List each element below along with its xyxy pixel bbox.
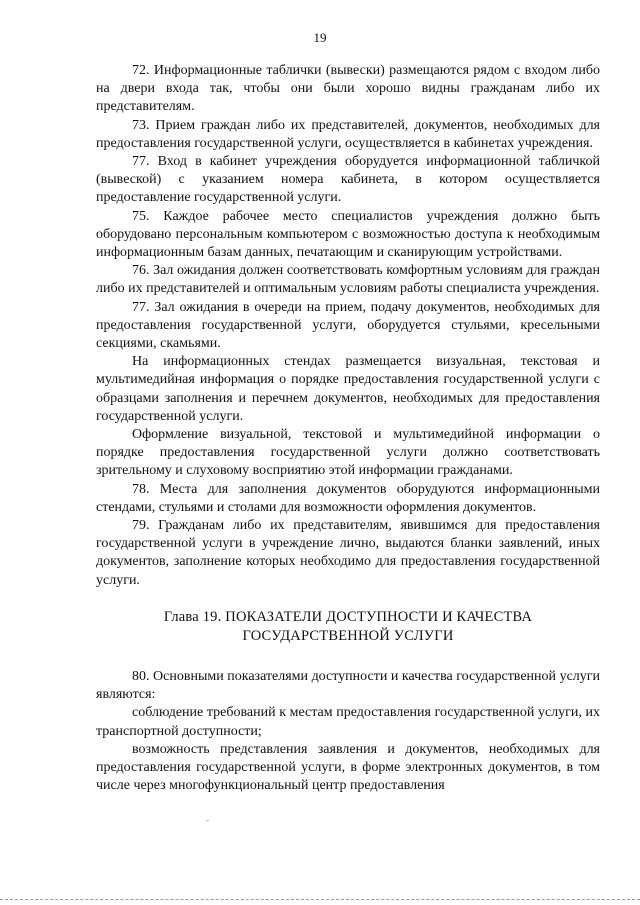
paragraph-73: 73. Прием граждан либо их представителей, документов, необходимых для предоставления государственной услуги, осуществляется в кабинетах учреждения. — [96, 117, 600, 151]
paragraph-info-stands: На информационных стендах размещается визуальная, текстовая и мультимедийная информация о порядке предоставления государственной услуги с образцами заполнения и перечнем документов, необходимых для предоставления государственной услуги. — [96, 354, 600, 424]
paragraph-78: 78. Места для заполнения документов оборудуются информационными стендами, стульями и столами для возможности оформления документов. — [96, 481, 600, 515]
chapter-heading — [96, 608, 600, 646]
paragraph-76: 76. Зал ожидания должен соответствовать комфортным условиям для граждан либо их представителей и оптимальным условиям работы специалиста учреждения. — [96, 263, 600, 297]
document-body — [96, 62, 600, 795]
paragraph-72: 72. Информационные таблички (вывески) размещаются рядом с входом либо на двери входа так, чтобы они были хорошо видны гражданам либо их представителям. — [96, 63, 600, 115]
chapter-heading-line-2: ГОСУДАРСТВЕННОЙ УСЛУГИ — [242, 627, 454, 644]
paragraph-requirements: соблюдение требований к местам предоставления государственной услуги, их транспортной доступности; — [96, 705, 600, 739]
scan-edge-line — [0, 899, 640, 900]
paragraph-electronic-submission: возможность представления заявления и документов, необходимых для предоставления государственной услуги, в форме электронных документов, в том числе через многофункциональный центр предоставления — [96, 741, 600, 794]
paragraph-79: 79. Гражданам либо их представителям, явившимся для предоставления государственной услуги в учреждение лично, выдаются бланки заявлений, иных документов, заполнение которых необходимо для предоставления государственной услуги. — [96, 518, 600, 588]
paragraph-75: 75. Каждое рабочее место специалистов учреждения должно быть оборудовано персональным компьютером с возможностью доступа к необходимым информационным базам данных, печатающим и сканирующим устройствами. — [96, 208, 600, 261]
page-number: 19 — [313, 30, 327, 45]
scan-speck — [206, 820, 209, 821]
paragraph-77-entrance: 77. Вход в кабинет учреждения оборудуется информационной табличкой (вывеской) с указанием номера кабинета, в котором осуществляется предоставление государственной услуги. — [96, 154, 600, 206]
paragraph-77-waiting-hall: 77. Зал ожидания в очереди на прием, подачу документов, необходимых для предоставления государственной услуги, оборудуется стульями, кресельными секциями, скамьями. — [96, 299, 600, 352]
paragraph-80: 80. Основными показателями доступности и качества государственной услуги являются: — [96, 668, 600, 703]
paragraph-info-design: Оформление визуальной, текстовой и мультимедийной информации о порядке предоставления государственной услуги должно соответствовать зрительному и слуховому восприятию этой информации гражданами. — [96, 427, 600, 479]
chapter-heading-line-1: Глава 19. ПОКАЗАТЕЛИ ДОСТУПНОСТИ И КАЧЕСТВА — [163, 608, 533, 625]
